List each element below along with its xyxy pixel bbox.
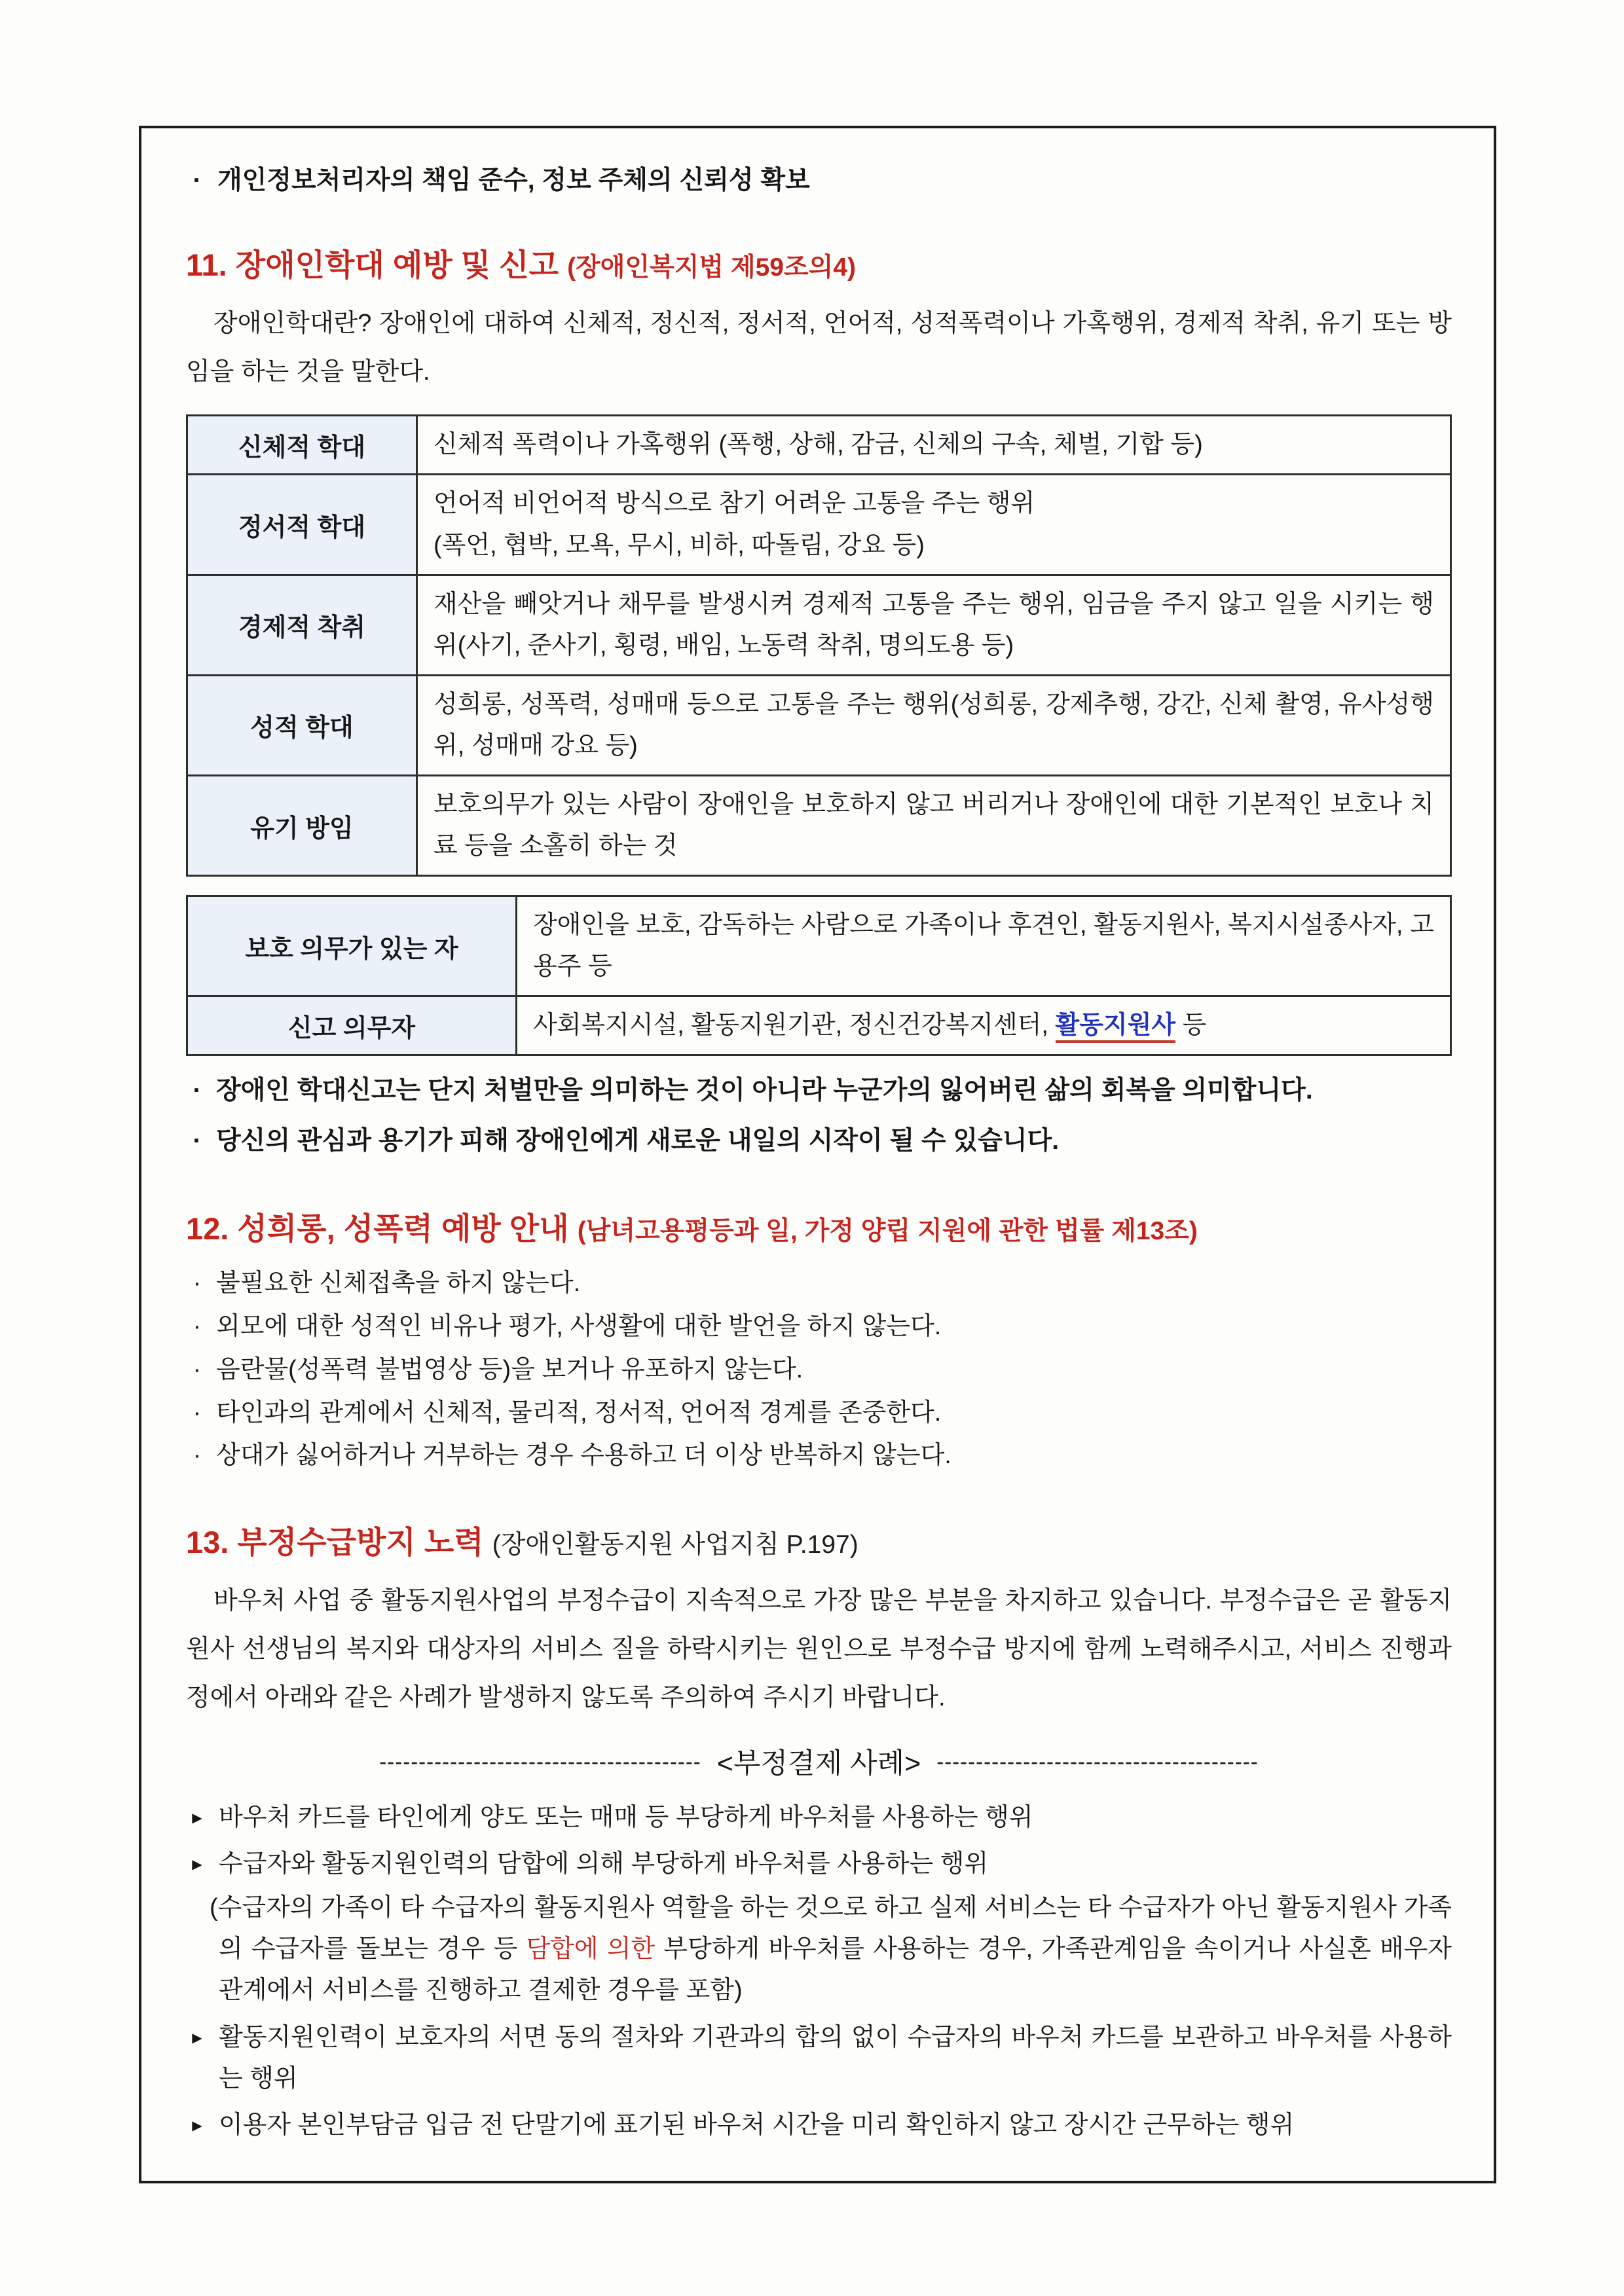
table-row bbox=[187, 996, 1451, 1055]
list-item bbox=[186, 1434, 1452, 1478]
section-13-heading bbox=[186, 1523, 1452, 1562]
list-item bbox=[186, 1118, 1452, 1164]
dot-bullet-icon: · bbox=[193, 1313, 202, 1341]
abuse-row-desc: 재산을 빼앗거나 채무를 발생시켜 경제적 고통을 주는 행위, 임금을 주지 않고 일을 시키는 행위(사기, 준사기, 횡령, 배임, 노동력 착취, 명의도용 등) bbox=[417, 575, 1451, 675]
list-item bbox=[186, 1844, 1452, 1885]
dot-bullet-icon: · bbox=[193, 1076, 202, 1105]
abuse-row-desc: 성희롱, 성폭력, 성매매 등으로 고통을 주는 행위(성희롱, 강제추행, 강간, 신체 촬영, 유사성행위, 성매매 강요 등) bbox=[417, 675, 1451, 775]
section-11-intro-paragraph: 장애인학대란? 장애인에 대하여 신체적, 정신적, 정서적, 언어적, 성적폭력이나 가혹행위, 경제적 착취, 유기 또는 방임을 하는 것을 말한다. bbox=[186, 310, 1452, 386]
list-item bbox=[186, 1797, 1452, 1838]
table-row bbox=[187, 896, 1451, 996]
rule-bullet-text: 상대가 싫어하거나 거부하는 경우 수용하고 더 이상 반복하지 않는다. bbox=[216, 1442, 951, 1470]
list-item bbox=[186, 1068, 1452, 1114]
triangle-bullet-icon: ▸ bbox=[192, 2025, 202, 2049]
reporter-desc-post: 등 bbox=[1175, 1011, 1207, 1040]
activity-supporter-link[interactable]: 활동지원사 bbox=[1056, 1011, 1176, 1043]
emphasis-bullet-text: 장애인 학대신고는 단지 처벌만을 의미하는 것이 아니라 누군가의 잃어버린 삶의 회복을 의미합니다. bbox=[216, 1076, 1313, 1105]
divider-title: <부정결제 사례> bbox=[716, 1748, 921, 1780]
triangle-bullet-icon: ▸ bbox=[192, 1852, 202, 1876]
list-item bbox=[186, 1349, 1452, 1392]
intro-bullet-text: 개인정보처리자의 책임 준수, 정보 주체의 신뢰성 확보 bbox=[217, 166, 810, 194]
dot-bullet-icon: · bbox=[193, 1398, 202, 1427]
fraud-note-post: 부당하게 바우처를 사용하는 경우, 가족관계임을 속이거나 사실혼 배우자 관계에서 서비스를 진행하고 결제한 경우를 포함) bbox=[219, 1935, 1452, 2005]
list-item bbox=[186, 2105, 1452, 2146]
section-12-law-ref: (남녀고용평등과 일, 가정 양립 지원에 관한 법률 제13조) bbox=[577, 1216, 1198, 1245]
emphasis-bullet-text: 당신의 관심과 용기가 피해 장애인에게 새로운 내일의 시작이 될 수 있습니다. bbox=[216, 1126, 1060, 1155]
abuse-row-desc-line2: (폭언, 협박, 모욕, 무시, 비하, 따돌림, 강요 등) bbox=[434, 531, 925, 559]
abuse-row-desc: 신체적 폭력이나 가혹행위 (폭행, 상해, 감금, 신체의 구속, 체벌, 기합 등) bbox=[417, 416, 1451, 475]
duty-row-desc bbox=[517, 996, 1451, 1055]
dot-bullet-icon: · bbox=[193, 1126, 202, 1155]
list-item bbox=[186, 1262, 1452, 1305]
section-12-heading bbox=[186, 1210, 1452, 1248]
abuse-types-table bbox=[186, 414, 1452, 877]
abuse-row-label: 경제적 착취 bbox=[187, 575, 417, 675]
triangle-bullet-icon: ▸ bbox=[192, 1806, 202, 1829]
dot-bullet-icon: · bbox=[193, 1269, 202, 1298]
section-12-bullet-list bbox=[186, 1262, 1452, 1478]
intro-bullet-line bbox=[186, 161, 1452, 200]
table-row bbox=[187, 416, 1451, 475]
duty-row-desc: 장애인을 보호, 감독하는 사람으로 가족이나 후견인, 활동지원사, 복지시설종사자, 고용주 등 bbox=[517, 896, 1451, 996]
table-row bbox=[187, 575, 1451, 675]
dot-bullet-icon: · bbox=[193, 166, 202, 194]
section-11-emphasis-bullets bbox=[186, 1068, 1452, 1163]
fraud-note-highlight: 담합에 의한 bbox=[526, 1935, 655, 1963]
abuse-row-desc-line1: 언어적 비언어적 방식으로 참기 어려운 고통을 주는 행위 bbox=[434, 490, 1035, 518]
section-11-law-ref: (장애인복지법 제59조의4) bbox=[567, 253, 857, 282]
section-13-paragraph: 바우처 사업 중 활동지원사업의 부정수급이 지속적으로 가장 많은 부분을 차지하고 있습니다. 부정수급은 곧 활동지원사 선생님의 복지와 대상자의 서비스 질을 하락시키는 원인으로 부정수급 방지에 함께 노력해주시고, 서비스 진행과정에서 아래와 같은 사례가 발생하지 않도록 주의하여 주시기 바랍니다. bbox=[186, 1586, 1452, 1712]
table-row bbox=[187, 675, 1451, 775]
section-12-title: 12. 성희롱, 성폭력 예방 안내 bbox=[186, 1211, 569, 1246]
rule-bullet-text: 타인과의 관계에서 신체적, 물리적, 정서적, 언어적 경계를 존중한다. bbox=[216, 1398, 942, 1427]
table-row bbox=[187, 475, 1451, 575]
page-border-frame bbox=[139, 126, 1496, 2183]
dot-bullet-icon: · bbox=[193, 1442, 202, 1470]
abuse-row-label: 신체적 학대 bbox=[187, 416, 417, 475]
list-item bbox=[186, 1392, 1452, 1435]
section-11-heading bbox=[186, 246, 1452, 285]
fraud-case-list bbox=[186, 1797, 1452, 2146]
triangle-bullet-icon: ▸ bbox=[192, 2113, 202, 2136]
abuse-row-label: 정서적 학대 bbox=[187, 475, 417, 575]
abuse-row-label: 성적 학대 bbox=[187, 675, 417, 775]
rule-bullet-text: 불필요한 신체접촉을 하지 않는다. bbox=[216, 1269, 581, 1298]
section-13-title: 13. 부정수급방지 노력 bbox=[186, 1525, 484, 1560]
abuse-row-desc: 보호의무가 있는 사람이 장애인을 보호하지 않고 버리거나 장애인에 대한 기본적인 보호나 치료 등을 소홀히 하는 것 bbox=[417, 775, 1451, 875]
section-11-title: 11. 장애인학대 예방 및 신고 bbox=[186, 247, 559, 283]
fraud-case-note bbox=[186, 1887, 1452, 2011]
dot-bullet-icon: · bbox=[193, 1355, 202, 1383]
fraud-case-text: 활동지원인력이 보호자의 서면 동의 절차와 기관과의 합의 없이 수급자의 바우처 카드를 보관하고 바우처를 사용하는 행위 bbox=[219, 2023, 1452, 2092]
duty-holders-table bbox=[186, 895, 1452, 1056]
fraud-case-text: 이용자 본인부담금 입금 전 단말기에 표기된 바우처 시간을 미리 확인하지 않고 장시간 근무하는 행위 bbox=[219, 2111, 1295, 2139]
divider-dashes-right: ----------------------------------------- bbox=[936, 1749, 1259, 1774]
fraud-case-text: 바우처 카드를 타인에게 양도 또는 매매 등 부당하게 바우처를 사용하는 행위 bbox=[219, 1804, 1033, 1832]
duty-row-label: 보호 의무가 있는 자 bbox=[187, 896, 517, 996]
rule-bullet-text: 음란물(성폭력 불법영상 등)을 보거나 유포하지 않는다. bbox=[216, 1355, 803, 1383]
abuse-row-desc bbox=[417, 475, 1451, 575]
list-item bbox=[186, 2017, 1452, 2100]
list-item bbox=[186, 1305, 1452, 1349]
rule-bullet-text: 외모에 대한 성적인 비유나 평가, 사생활에 대한 발언을 하지 않는다. bbox=[216, 1313, 942, 1341]
table-row bbox=[187, 775, 1451, 875]
fraud-cases-divider bbox=[186, 1741, 1452, 1781]
reporter-desc-pre: 사회복지시설, 활동지원기관, 정신건강복지센터, bbox=[533, 1011, 1056, 1040]
duty-row-label: 신고 의무자 bbox=[187, 996, 517, 1055]
abuse-row-label: 유기 방임 bbox=[187, 775, 417, 875]
fraud-case-text: 수급자와 활동지원인력의 담합에 의해 부당하게 바우처를 사용하는 행위 bbox=[219, 1850, 989, 1878]
fraud-note-pre: (수급자의 가족이 타 수급자의 활동지원사 역할을 하는 것으로 하고 실제 서비스는 타 수급자가 아닌 활동지원사 가족의 수급자를 돌보는 경우 등 bbox=[210, 1894, 1452, 1963]
divider-dashes-left: ----------------------------------------- bbox=[379, 1749, 701, 1774]
section-13-law-ref: (장애인활동지원 사업지침 P.197) bbox=[492, 1531, 858, 1559]
